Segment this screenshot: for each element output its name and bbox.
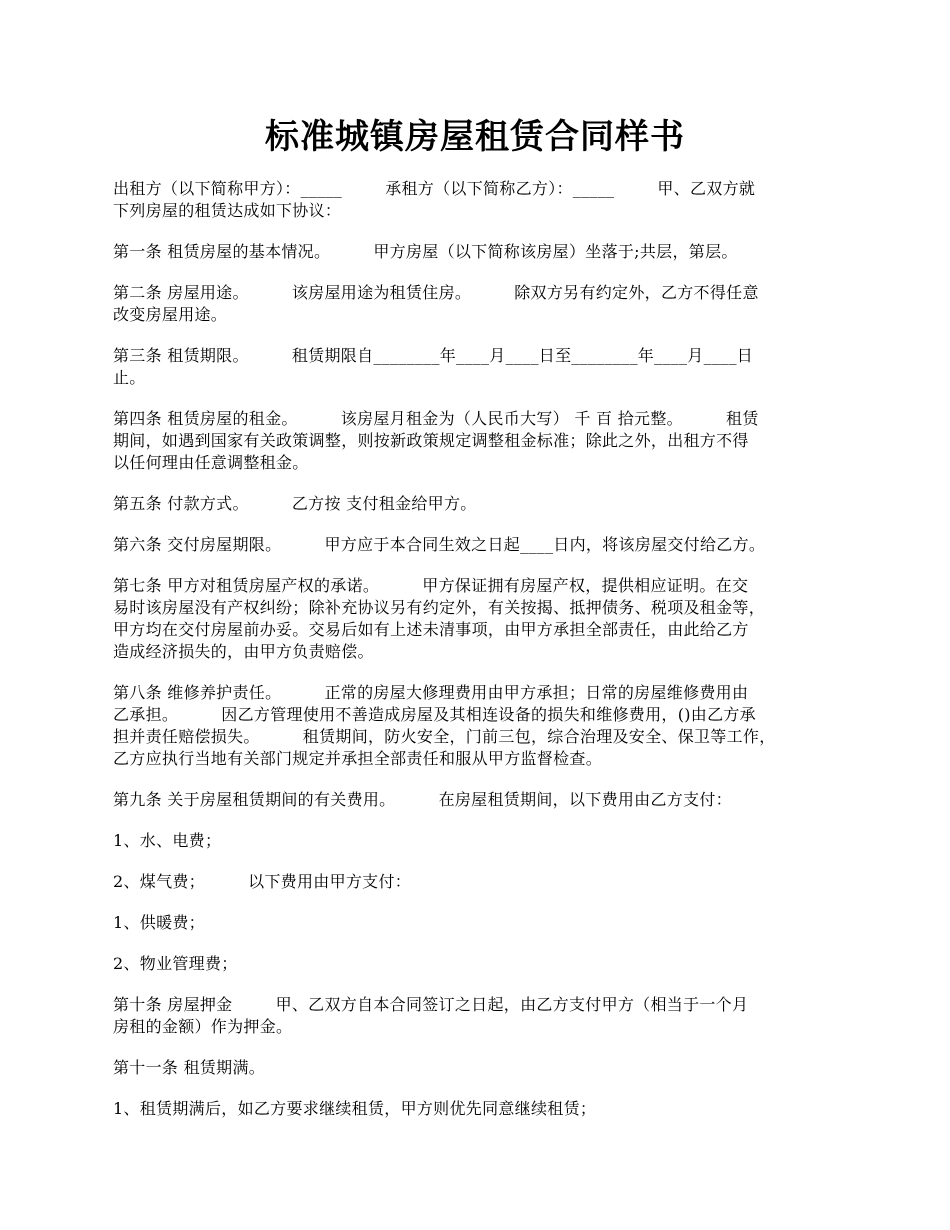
paragraph-line: 乙方应执行当地有关部门规定并承担全部责任和服从甲方监督检查。 [113, 749, 603, 768]
paragraph-line: 2、煤气费； 以下费用由甲方支付： [113, 872, 412, 891]
paragraph-line: 改变房屋用途。 [113, 305, 228, 324]
paragraph-line: 第五条 付款方式。 乙方按 支付租金给甲方。 [113, 494, 477, 513]
paragraph-line: 期间，如遇到国家有关政策调整，则按新政策规定调整租金标准；除此之外，出租方不得 [113, 431, 749, 450]
contract-paragraph [113, 1098, 853, 1120]
contract-paragraph [113, 178, 853, 222]
paragraph-line: 第四条 租赁房屋的租金。 该房屋月租金为（人民币大写） 千 百 拾元整。 租赁 [113, 409, 759, 428]
paragraph-line: 造成经济损失的，由甲方负责赔偿。 [113, 642, 374, 661]
document-title: 标准城镇房屋租赁合同样书 [265, 117, 685, 157]
paragraph-line: 第二条 房屋用途。 该房屋用途为租赁住房。 除双方另有约定外，乙方不得任意 [113, 283, 759, 302]
contract-paragraph [113, 575, 853, 663]
paragraph-line: 第十条 房屋押金 甲、乙双方自本合同签订之日起，由乙方支付甲方（相当于一个月 [113, 995, 749, 1014]
paragraph-line: 1、水、电费； [113, 831, 222, 850]
paragraph-line: 担并责任赔偿损失。 租赁期间，防火安全，门前三包，综合治理及安全、保卫等工作， [113, 727, 776, 746]
paragraph-line: 乙承担。 因乙方管理使用不善造成房屋及其相连设备的损失和维修费用，()由乙方承 [113, 705, 756, 724]
paragraph-line: 第七条 甲方对租赁房屋产权的承诺。 甲方保证拥有房屋产权，提供相应证明。在交 [113, 576, 749, 595]
paragraph-line: 第三条 租赁期限。 租赁期限自________年____月____日至________年____月____日 [113, 346, 754, 365]
contract-paragraph [113, 789, 853, 811]
paragraph-line: 第一条 租赁房屋的基本情况。 甲方房屋（以下简称该房屋）坐落于;共层，第层。 [113, 242, 738, 261]
contract-paragraph [113, 953, 853, 975]
paragraph-line: 甲方均在交付房屋前办妥。交易后如有上述未清事项，由甲方承担全部责任，由此给乙方 [113, 620, 749, 639]
paragraph-line: 易时该房屋没有产权纠纷；除补充协议另有约定外，有关按揭、抵押债务、税项及租金等， [113, 598, 766, 617]
paragraph-line: 下列房屋的租赁达成如下协议： [113, 201, 342, 220]
paragraph-line: 止。 [113, 368, 146, 387]
contract-paragraph [113, 994, 853, 1038]
contract-paragraph [113, 534, 853, 556]
contract-paragraph [113, 408, 853, 474]
paragraph-line: 房租的金额）作为押金。 [113, 1017, 293, 1036]
contract-paragraph [113, 682, 853, 770]
paragraph-line: 第八条 维修养护责任。 正常的房屋大修理费用由甲方承担；日常的房屋维修费用由 [113, 683, 749, 702]
paragraph-line: 以任何理由任意调整租金。 [113, 453, 309, 472]
paragraph-line: 1、租赁期满后，如乙方要求继续租赁，甲方则优先同意继续租赁； [113, 1099, 597, 1118]
document-body [113, 178, 853, 1139]
contract-paragraph [113, 345, 853, 389]
contract-paragraph [113, 241, 853, 263]
contract-paragraph [113, 830, 853, 852]
paragraph-line: 2、物业管理费； [113, 954, 238, 973]
paragraph-line: 第六条 交付房屋期限。 甲方应于本合同生效之日起____日内，将该房屋交付给乙方。 [113, 535, 766, 554]
contract-paragraph [113, 282, 853, 326]
contract-paragraph [113, 493, 853, 515]
paragraph-line: 出租方（以下简称甲方）：_____ 承租方（以下简称乙方）：_____ 甲、乙双方就 [113, 179, 756, 198]
contract-paragraph [113, 1057, 853, 1079]
paragraph-line: 1、供暖费； [113, 913, 205, 932]
contract-paragraph [113, 912, 853, 934]
paragraph-line: 第十一条 租赁期满。 [113, 1058, 266, 1077]
contract-paragraph [113, 871, 853, 893]
paragraph-line: 第九条 关于房屋租赁期间的有关费用。 在房屋租赁期间，以下费用由乙方支付： [113, 790, 732, 809]
